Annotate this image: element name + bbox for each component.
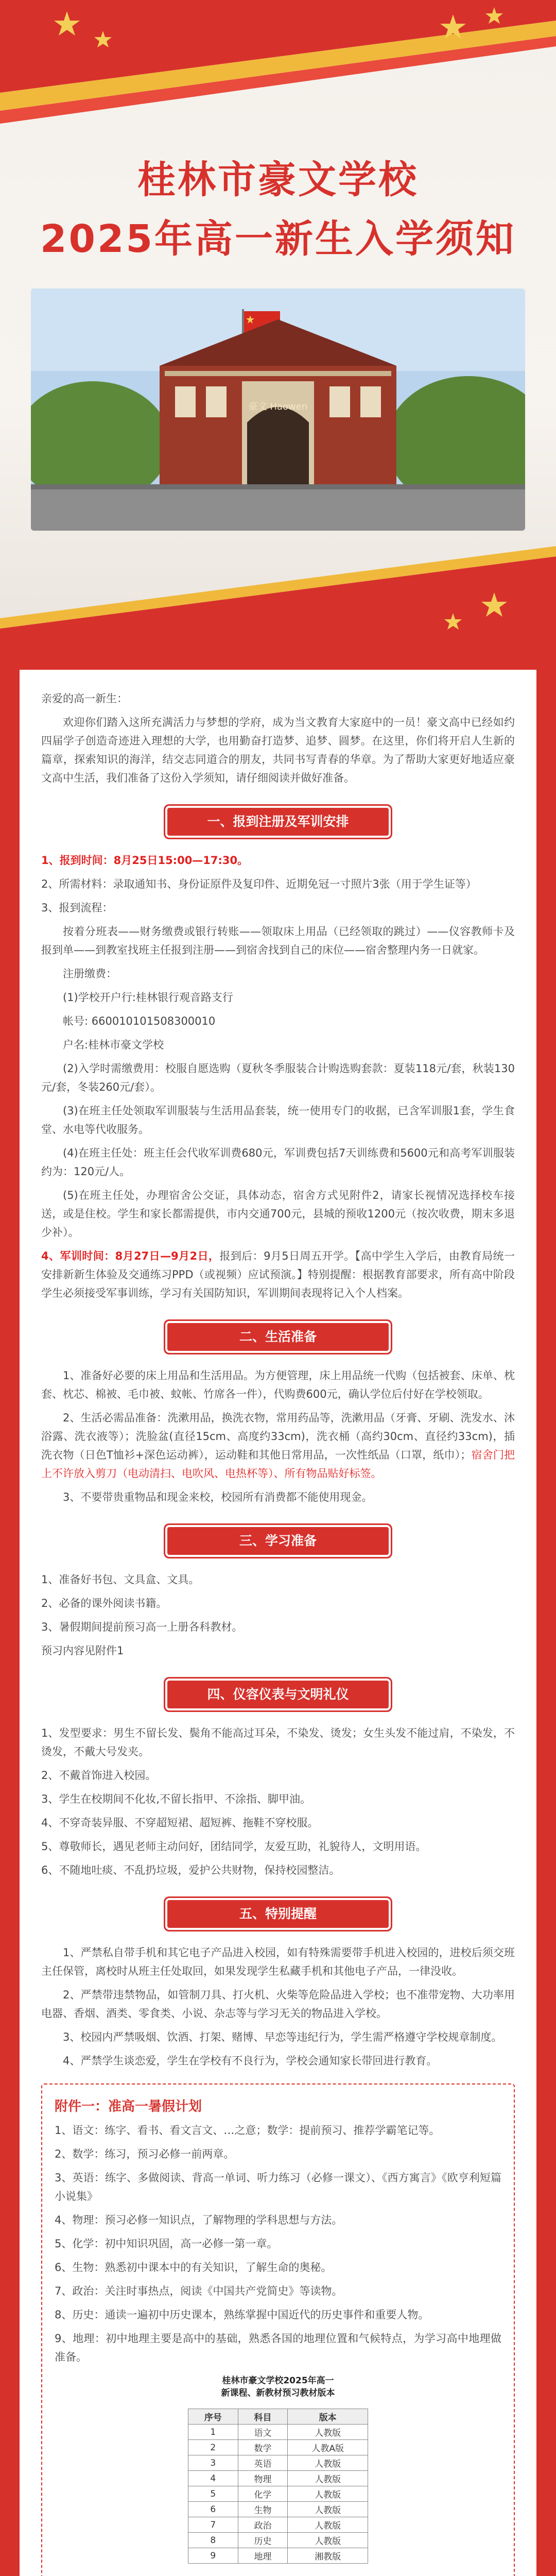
section-heading-living: 二、生活准备	[167, 1323, 389, 1351]
plan-item: 5、化学：初中知识巩固，高一必修一第一章。	[55, 2238, 278, 2250]
attachment-1-box	[41, 2083, 515, 2576]
greeting: 亲爱的高一新生：	[41, 692, 128, 705]
process-body: 按着分班表——财务缴费或银行转账——领取床上用品（已经领取的跳过）——仪容教师卡及报到单——到教室找班主任报到注册——到宿舍找到自己的床位——宿舍整理内务一日就家。	[41, 925, 515, 956]
training-date: 8月27日—9月2日，	[115, 1250, 220, 1262]
table-cell: 人教版	[288, 2471, 368, 2486]
table-cell: 湘教版	[288, 2548, 368, 2564]
table-cell: 人教版	[288, 2517, 368, 2533]
study-item-4: 预习内容见附件1	[41, 1645, 124, 1657]
etiquette-item-6: 6、不随地吐痰、不乱扔垃圾，爱护公共财物，保持校园整洁。	[41, 1864, 340, 1876]
training-label: 4、军训时间：	[41, 1250, 115, 1262]
table-cell: 2	[188, 2440, 238, 2455]
payment-item-4: (4)在班主任处：班主任会代收军训费680元，军训费包括7天训练费和5600元和高考军训服装约为：120元/人。	[41, 1147, 515, 1178]
hero-banner	[0, 0, 556, 670]
table-header-cell: 序号	[188, 2409, 238, 2425]
plan-item: 4、物理：预习必修一知识点，了解物理的学科思想与方法。	[55, 2214, 343, 2226]
bank-account: 帐号: 660010101508300010	[63, 1015, 216, 1027]
table-cell: 人教版	[288, 2425, 368, 2440]
table-cell: 人教版	[288, 2486, 368, 2502]
table-row	[188, 2517, 368, 2533]
payment-label: 注册缴费：	[63, 968, 117, 980]
study-item-1: 1、准备好书包、文具盒、文具。	[41, 1573, 200, 1586]
bank-holder: 户名:桂林市豪文学校	[63, 1039, 164, 1051]
table-cell: 人教版	[288, 2455, 368, 2471]
table-row	[188, 2455, 368, 2471]
table-header-cell: 版本	[288, 2409, 368, 2425]
table-header-row	[188, 2409, 368, 2425]
process-title: 3、报到流程：	[41, 902, 113, 914]
plan-item: 3、英语：练字、多做阅读、背高一单词、听力练习（必修一课文）、《西方寓言》《欧亨利短篇小说集》	[55, 2172, 501, 2202]
table-cell: 物理	[238, 2471, 288, 2486]
table-cell: 历史	[238, 2533, 288, 2548]
table-row	[188, 2548, 368, 2564]
table-cell: 英语	[238, 2455, 288, 2471]
table-row	[188, 2440, 368, 2455]
section-heading-etiquette: 四、仪容仪表与文明礼仪	[167, 1681, 389, 1708]
section-heading-registration: 一、报到注册及军训安排	[167, 808, 389, 836]
intro-paragraph: 欢迎你们踏入这所充满活力与梦想的学府，成为当文教育大家庭中的一员！豪文高中已经如约四届学子创造奇迹进入理想的大学，也用勤奋打造梦、追梦、圆梦。在这里，你们将开启人生新的篇章，探索知识的海洋，结交志同道合的朋友，共同书写青春的华章。为了帮助大家更好地适应豪文高中生活，我们准备了这份入学须知，请仔细阅读并做好准备。	[41, 716, 515, 784]
notice-title: 2025年高一新生入学须知	[40, 217, 516, 261]
textbook-table-caption	[55, 2375, 501, 2399]
living-item-2	[41, 1409, 515, 1483]
table-cell: 1	[188, 2425, 238, 2440]
study-item-3: 3、暑假期间提前预习高一上册各科教材。	[41, 1621, 243, 1633]
plan-item: 8、历史：通读一遍初中历史课本，熟练掌握中国近代的历史事件和重要人物。	[55, 2309, 429, 2321]
plan-item: 7、政治：关注时事热点，阅读《中国共产党简史》等读物。	[55, 2285, 343, 2297]
table-cell: 4	[188, 2471, 238, 2486]
etiquette-item-4: 4、不穿奇装异服、不穿超短裙、超短裤、拖鞋不穿校服。	[41, 1817, 319, 1829]
table-cell: 3	[188, 2455, 238, 2471]
table-cell: 7	[188, 2517, 238, 2533]
study-item-2: 2、必备的课外阅读书籍。	[41, 1597, 167, 1609]
table-row	[188, 2533, 368, 2548]
plan-item: 1、语文：练字、看书、看文言文、…之意；数学：提前预习、推荐学霸笔记等。	[55, 2124, 440, 2137]
textbook-table-caption-line2: 新课程、新教材预习教材版本	[221, 2388, 335, 2398]
table-cell: 5	[188, 2486, 238, 2502]
table-cell: 9	[188, 2548, 238, 2564]
living-item-2-main: 2、生活必需品准备：洗漱用品，换洗衣物，常用药品等，洗漱用品（牙膏、牙刷、洗发水、沐浴露、洗衣液等）；洗脸盆(直径15cm、高度约33cm)，洗衣桶（高约30cm、直径约33cm)，插洗衣物（日色T恤衫+深色运动裤），运动鞋和其他日常用品，一次性纸品（口罩，纸巾）；	[41, 1412, 515, 1461]
table-row	[188, 2486, 368, 2502]
bottom-ribbon-decoration	[0, 536, 556, 670]
section-heading-study: 三、学习准备	[167, 1527, 389, 1555]
textbook-table-caption-line1: 桂林市豪文学校2025年高一	[222, 2376, 334, 2386]
table-row	[188, 2425, 368, 2440]
table-cell: 语文	[238, 2425, 288, 2440]
table-cell: 人教版	[288, 2502, 368, 2517]
reminder-item-1: 1、严禁私自带手机和其它电子产品进入校园，如有特殊需要带手机进入校园的，进校后须交班主任保管，离校时从班主任处取回，如果发现学生私藏手机和其他电子产品，一律没收。	[41, 1946, 515, 1977]
required-materials: 2、所需材料：录取通知书、身份证原件及复印件、近期免冠一寸照片3张（用于学生证等）	[41, 878, 477, 890]
reminder-item-2: 2、严禁带违禁物品，如管制刀具、打火机、火柴等危险品进入学校；也不准带宠物、大功率用电器、香烟、酒类、零食类、小说、杂志等与学习无关的物品进入学校。	[41, 1989, 515, 2020]
registration-time	[41, 851, 515, 870]
table-cell: 8	[188, 2533, 238, 2548]
training-body: 报到后：9月5日周五开学。【高中学生入学后，由教育局统一安排新新生体验及交通练习PPD（或视频）应试预演。】特别提醒：根据教育部要求，所有高中阶段学生必须接受军事训练，学习有关国防知识，军训期间表现将记入个人档案。	[41, 1250, 515, 1299]
table-cell: 地理	[238, 2548, 288, 2564]
top-ribbon-decoration	[0, 0, 556, 134]
etiquette-item-1: 1、发型要求：男生不留长发、鬓角不能高过耳朵，不染发、烫发；女生头发不能过肩，不染发，不烫发，不戴大号发夹。	[41, 1727, 515, 1758]
table-cell: 6	[188, 2502, 238, 2517]
etiquette-item-5: 5、尊敬师长，遇见老师主动问好，团结同学，友爱互助，礼貌待人，文明用语。	[41, 1840, 427, 1853]
etiquette-item-3: 3、学生在校期间不化妆,不留长指甲、不涂指、脚甲油。	[41, 1793, 311, 1805]
plan-item: 2、数学：练习，预习必修一前两章。	[55, 2148, 235, 2160]
table-cell: 生物	[238, 2502, 288, 2517]
reminder-item-3: 3、校园内严禁吸烟、饮酒、打架、赌博、早恋等违纪行为，学生需严格遵守学校规章制度。	[63, 2031, 502, 2043]
living-item-3: 3、不要带贵重物品和现金来校，校园所有消费都不能使用现金。	[63, 1491, 373, 1503]
notice-card	[20, 670, 536, 2576]
textbook-version-table	[188, 2409, 368, 2564]
plan-item: 9、地理：初中地理主要是高中的基础，熟悉各国的地理位置和气候特点，为学习高中地理做准备。	[55, 2332, 501, 2363]
bank-name: (1)学校开户行:桂林银行观音路支行	[63, 991, 233, 1004]
table-row	[188, 2502, 368, 2517]
living-item-1: 1、准备好必要的床上用品和生活用品。为方便管理，床上用品统一代购（包括被套、床单、枕套、枕芯、棉被、毛巾被、蚊帐、竹席各一件），代购费600元，确认学位后付好在学校领取。	[41, 1369, 515, 1400]
school-name-title: 桂林市豪文学校	[137, 158, 419, 202]
reminder-item-4: 4、严禁学生谈恋爱，学生在学校有不良行为，学校会通知家长带回进行教育。	[63, 2055, 438, 2067]
military-training	[41, 1247, 515, 1302]
registration-time-label: 1、报到时间：	[41, 854, 114, 867]
table-header-cell: 科目	[238, 2409, 288, 2425]
section-heading-reminder: 五、特别提醒	[167, 1900, 389, 1928]
table-cell: 人教A版	[288, 2440, 368, 2455]
table-cell: 化学	[238, 2486, 288, 2502]
payment-item-2: (2)入学时需缴费用：校服自愿选购（夏秋冬季服装合计购选购套款：夏装118元/套，秋装130元/套，冬装260元/套）。	[41, 1062, 515, 1093]
gate-sign: 豪文 Haowen	[248, 401, 308, 412]
payment-item-3: (3)在班主任处领取军训服装与生活用品套装，统一使用专门的收据，已含军训服1套，学生食堂、水电等代收服务。	[41, 1105, 515, 1136]
living-item-2-warning: 宿舍门把上不许放入剪刀（电动清扫、电吹风、电热杯等）、所有物品贴好标签。	[41, 1449, 515, 1480]
attachment-1-heading: 附件一：准高一暑假计划	[55, 2099, 202, 2114]
table-cell: 人教版	[288, 2533, 368, 2548]
plan-item: 6、生物：熟悉初中课本中的有关知识，了解生命的奥秘。	[55, 2261, 332, 2274]
table-cell: 政治	[238, 2517, 288, 2533]
table-row	[188, 2471, 368, 2486]
payment-item-5: (5)在班主任处，办理宿舍公交证，具体动态，宿舍方式见附件2，请家长视情况选择校车接送，或是住校。学生和家长都需提供，市内交通700元，县城的预收1200元（按次收费，期末多退少补）。	[41, 1189, 515, 1239]
table-cell: 数学	[238, 2440, 288, 2455]
etiquette-item-2: 2、不戴首饰进入校园。	[41, 1769, 157, 1782]
school-gate-photo	[31, 289, 525, 531]
registration-time-value: 8月25日15:00—17:30。	[113, 854, 249, 867]
